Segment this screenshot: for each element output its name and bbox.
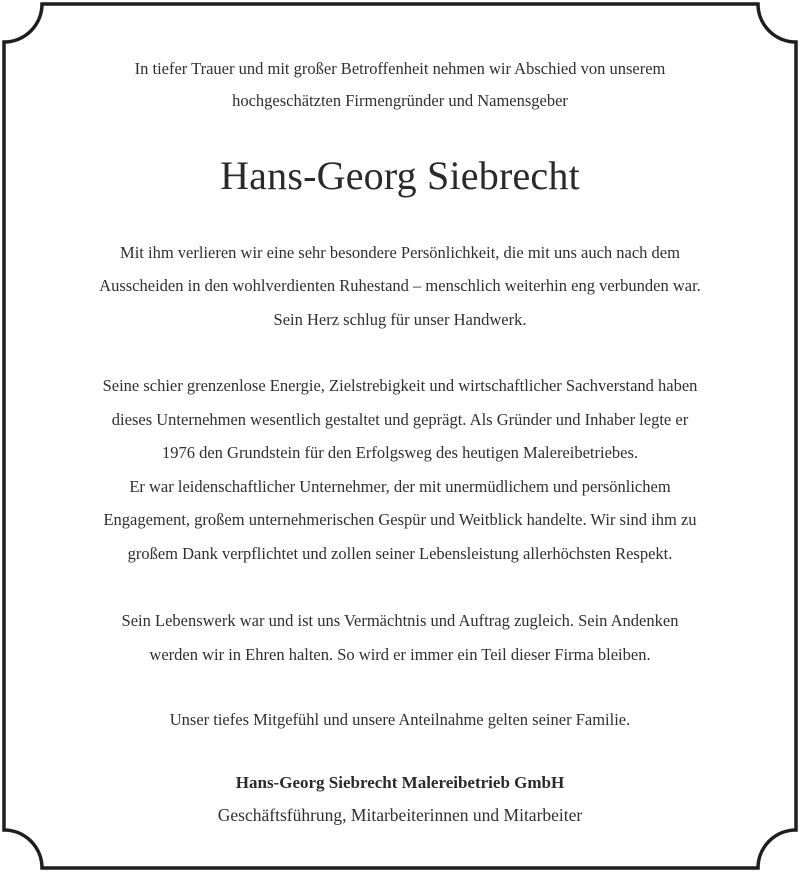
paragraph1-line-2: Ausscheiden in den wohlverdienten Ruhestand – menschlich weiterhin eng verbunden war.: [99, 276, 701, 295]
paragraph2-line-2: dieses Unternehmen wesentlich gestaltet und geprägt. Als Gründer und Inhaber legte er: [111, 410, 689, 429]
company-name: Hans-Georg Siebrecht Malereibetrieb GmbH: [235, 773, 565, 792]
condolence-line: Unser tiefes Mitgefühl und unsere Anteilnahme gelten seiner Familie.: [169, 710, 631, 729]
management-signature: Geschäftsführung, Mitarbeiterinnen und Mitarbeiter: [217, 805, 583, 825]
paragraph2-line-6: großem Dank verpflichtet und zollen seiner Lebensleistung allerhöchsten Respekt.: [127, 544, 673, 563]
paragraph3-line-2: werden wir in Ehren halten. So wird er immer ein Teil dieser Firma bleiben.: [149, 645, 651, 664]
paragraph2-line-1: Seine schier grenzenlose Energie, Zielstrebigkeit und wirtschaftlicher Sachverstand haben: [102, 376, 698, 395]
paragraph2-line-4: Er war leidenschaftlicher Unternehmer, der mit unermüdlichem und persönlichem: [129, 477, 671, 496]
intro-line-2: hochgeschätzten Firmengründer und Namensgeber: [232, 91, 568, 110]
paragraph3-line-1: Sein Lebenswerk war und ist uns Vermächtnis und Auftrag zugleich. Sein Andenken: [121, 611, 679, 630]
paragraph1-line-1: Mit ihm verlieren wir eine sehr besondere Persönlichkeit, die mit uns auch nach dem: [120, 243, 680, 262]
paragraph2-line-5: Engagement, großem unternehmerischen Gespür und Weitblick handelte. Wir sind ihm zu: [103, 510, 697, 529]
intro-line-1: In tiefer Trauer und mit großer Betroffenheit nehmen wir Abschied von unserem: [134, 59, 666, 78]
deceased-name: Hans-Georg Siebrecht: [220, 153, 580, 198]
paragraph1-line-3: Sein Herz schlug für unser Handwerk.: [273, 310, 527, 329]
paragraph2-line-3: 1976 den Grundstein für den Erfolgsweg des heutigen Malereibetriebes.: [161, 443, 639, 462]
